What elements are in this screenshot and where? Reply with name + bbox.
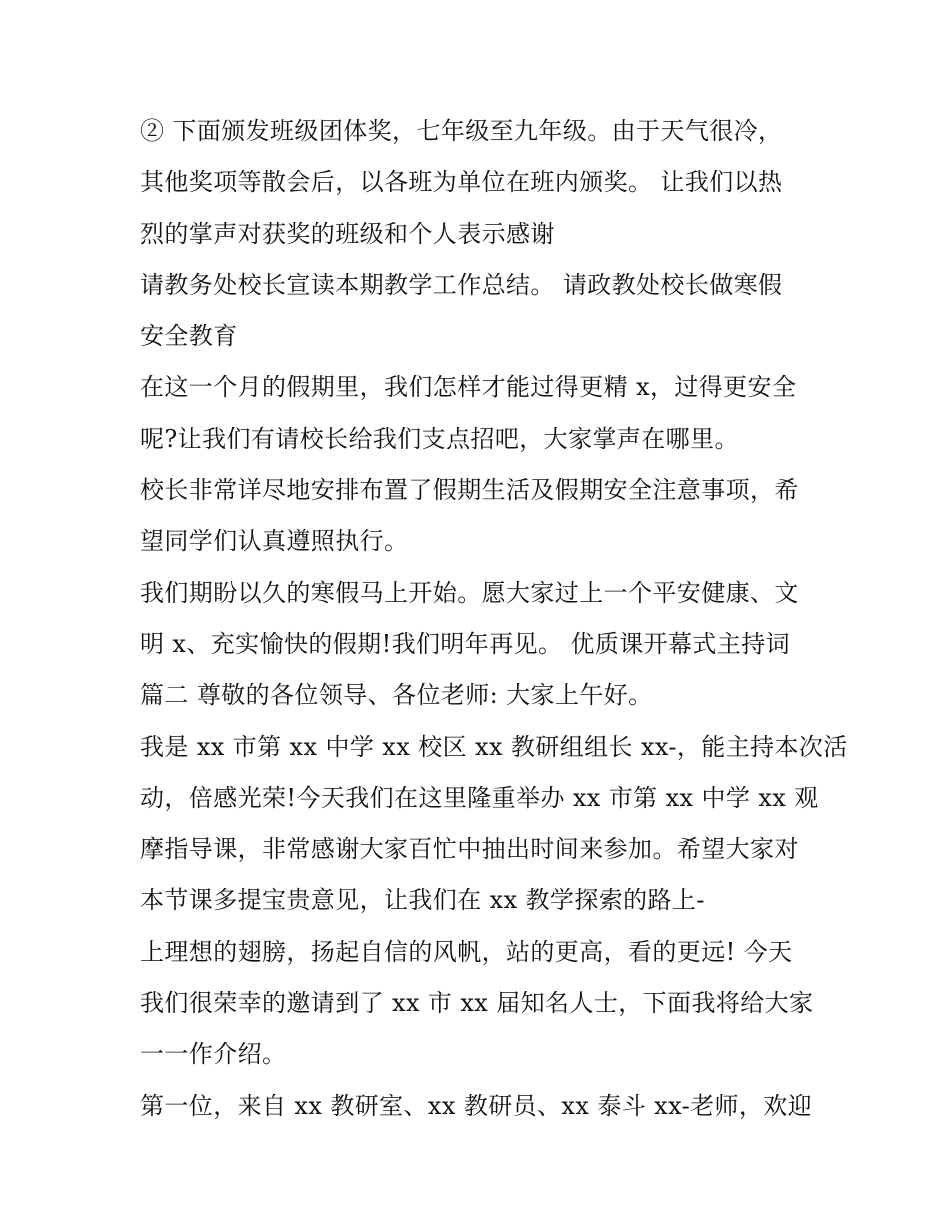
text-line: 其他奖项等散会后，以各班为单位在班内颁奖。 让我们以热: [140, 168, 783, 197]
text-line: 烈的掌声对获奖的班级和个人表示感谢: [140, 219, 555, 248]
text-line: 望同学们认真遵照执行。: [140, 527, 409, 556]
text-line: 呢?让我们有请校长给我们支点招吧，大家掌声在哪里。: [140, 424, 739, 453]
text-line: 本节课多提宝贵意见，让我们在 xx 教学探索的路上-: [140, 886, 705, 915]
text-line: 摩指导课，非常感谢大家百忙中抽出时间来参加。希望大家对: [140, 835, 799, 864]
text-line: 动，倍感光荣!今天我们在这里隆重举办 xx 市第 xx 中学 xx 观: [140, 783, 819, 812]
text-line: 在这一个月的假期里，我们怎样才能过得更精 x，过得更安全: [140, 373, 797, 402]
text-line: 上理想的翅膀，扬起自信的风帆，站的更高，看的更远! 今天: [140, 937, 793, 966]
document-body: [140, 111, 848, 1137]
text-line: 安全教育: [140, 322, 238, 351]
text-line: 请教务处校长宣读本期教学工作总结。 请政教处校长做寒假: [140, 270, 783, 299]
text-line: 校长非常详尽地安排布置了假期生活及假期安全注意事项，希: [140, 476, 799, 505]
text-line: 第一位，来自 xx 教研室、xx 教研员、xx 泰斗 xx-老师，欢迎: [140, 1091, 813, 1120]
text-line: 明 x、充实愉快的假期!我们明年再见。 优质课开幕式主持词: [140, 629, 791, 658]
text-line: 我是 xx 市第 xx 中学 xx 校区 xx 教研组组长 xx-，能主持本次活: [140, 732, 848, 761]
text-line: 篇二 尊敬的各位领导、各位老师: 大家上午好。: [140, 681, 653, 710]
text-line: 一一作介绍。: [140, 1040, 287, 1069]
text-line: ② 下面颁发班级团体奖，七年级至九年级。由于天气很冷，: [140, 117, 783, 145]
text-line: 我们期盼以久的寒假马上开始。愿大家过上一个平安健康、文: [140, 578, 799, 607]
text-line: 我们很荣幸的邀请到了 xx 市 xx 届知名人士，下面我将给大家: [140, 989, 814, 1018]
